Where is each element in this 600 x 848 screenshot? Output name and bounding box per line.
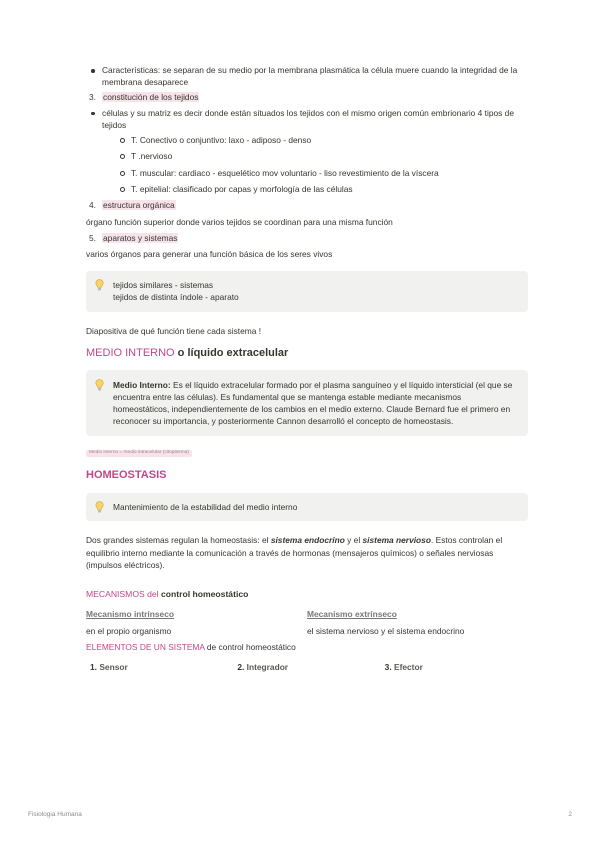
heading-pink-part: MECANISMOS del xyxy=(86,588,161,599)
callout-text: Mantenimiento de la estabilidad del medio interno xyxy=(113,502,298,513)
mecanismos-heading xyxy=(86,588,528,600)
control-elements-list xyxy=(86,661,528,673)
heading-rest: o líquido extracelular xyxy=(174,346,289,359)
column-text: el sistema nervioso y el sistema endocrino xyxy=(307,625,465,636)
sublist-item: T. muscular: cardiaco - esquelético mov voluntario - liso revestimiento de la víscera xyxy=(102,167,528,179)
item-label: Efector xyxy=(393,661,423,672)
item-number: 3. xyxy=(89,92,96,103)
item-label: constitución de los tejidos xyxy=(103,92,199,103)
column-text: en el propio organismo xyxy=(86,625,172,636)
list-item xyxy=(233,661,380,673)
callout-line: tejidos similares - sistemas xyxy=(113,280,214,291)
mecanismo-intrinseco xyxy=(86,608,307,636)
organo-text: órgano función superior donde varios tejidos se coordinan para una misma función xyxy=(86,216,393,227)
emphasis-nervioso: sistema nervioso xyxy=(362,535,431,546)
heading-rest: de control homeostático xyxy=(204,641,296,652)
lightbulb-icon xyxy=(95,279,104,294)
small-tag: Medio interno = medio intracelular (citoplasma) xyxy=(86,450,192,457)
diapositiva-text: Diapositiva de qué función tiene cada sistema ! xyxy=(86,325,262,336)
item-number: 1. xyxy=(90,661,97,672)
item-number: 5. xyxy=(89,232,96,243)
numbered-item-3 xyxy=(86,91,528,103)
characteristics-list xyxy=(86,64,528,88)
list-item: Características: se separan de su medio por la membrana plasmática la célula muere cuando la integridad de la membrana desaparece xyxy=(86,64,528,88)
column-title: Mecanismo extrínseco xyxy=(307,609,397,620)
sublist-item: T .nervioso xyxy=(102,150,528,162)
list-item xyxy=(86,107,528,196)
column-title: Mecanismo intrínseco xyxy=(86,609,174,620)
item-number: 2. xyxy=(237,661,245,672)
footer-page-number: 2 xyxy=(568,811,572,818)
callout-medio-interno xyxy=(86,370,528,437)
callout-tejidos xyxy=(86,271,528,311)
item-label: aparatos y sistemas xyxy=(103,232,178,243)
mecanismo-extrinseco xyxy=(307,608,528,636)
dos-sistemas-paragraph xyxy=(86,534,528,571)
varios-text: varios órganos para generar una función básica de los seres vivos xyxy=(86,249,333,259)
mecanismos-columns xyxy=(86,608,528,636)
heading-pink-part: ELEMENTOS DE UN SISTEMA xyxy=(86,641,205,652)
page-content xyxy=(86,64,528,673)
medio-interno-heading xyxy=(86,346,528,362)
list-item xyxy=(86,661,233,673)
elementos-heading xyxy=(86,641,528,653)
sublist-item: T. Conectivo o conjuntivo: laxo - adiposo - denso xyxy=(102,134,528,146)
homeostasis-heading: HOMEOSTASIS xyxy=(86,469,167,482)
callout-homeostasis xyxy=(86,493,528,521)
sublist-item: T. epitelial: clasificado por capas y morfología de las células xyxy=(102,183,528,195)
item-label: estructura orgánica xyxy=(103,200,175,211)
numbered-item-5 xyxy=(86,232,528,244)
item-number: 4. xyxy=(89,200,96,211)
text-span: Dos grandes sistemas regulan la homeostasis: el xyxy=(86,535,271,546)
heading-bold-part: control homeostático xyxy=(160,588,249,599)
callout-bold-term: Medio Interno: xyxy=(113,379,171,390)
heading-pink-part: MEDIO INTERNO xyxy=(86,346,175,359)
callout-text xyxy=(113,379,516,428)
tissue-sublist xyxy=(102,134,528,195)
text-span: . Estos controlan el equilibrio interno mediante la comunicación a través de hormonas (mensajeros químicos) o señales nerviosas (impulsos eléctricos). xyxy=(86,535,503,570)
list-item xyxy=(381,661,528,673)
callout-line: tejidos de distinta índole - aparato xyxy=(113,292,239,303)
small-tag-row xyxy=(86,446,528,457)
footer-title: Fisiologia Humana xyxy=(28,811,82,818)
lightbulb-icon xyxy=(95,501,104,516)
tissue-list xyxy=(86,107,528,196)
lightbulb-icon xyxy=(95,379,104,394)
item-label: Sensor xyxy=(99,661,128,672)
item-label: Integrador xyxy=(246,661,289,672)
item-number: 3. xyxy=(384,661,392,672)
list-item-text: células y su matriz es decir donde están situados los tejidos con el mismo origen común embrionario 4 tipos de tejidos xyxy=(102,107,514,130)
numbered-item-4 xyxy=(86,199,528,211)
emphasis-endocrino: sistema endocrino xyxy=(270,535,345,546)
text-span: y el xyxy=(344,535,363,546)
callout-body: Es el líquido extracelular formado por el plasma sanguíneo y el líquido intersticial (el que se encuentra entre las células). Es fundamental que se mantenga estable mediante mecanismos homeostáticos, independientemente de los cambios en el medio externo. Claude Bernard fue el primero en reconocer su importancia, y posteriormente Cannon desarrolló el concepto de homeostasis. xyxy=(113,379,513,427)
